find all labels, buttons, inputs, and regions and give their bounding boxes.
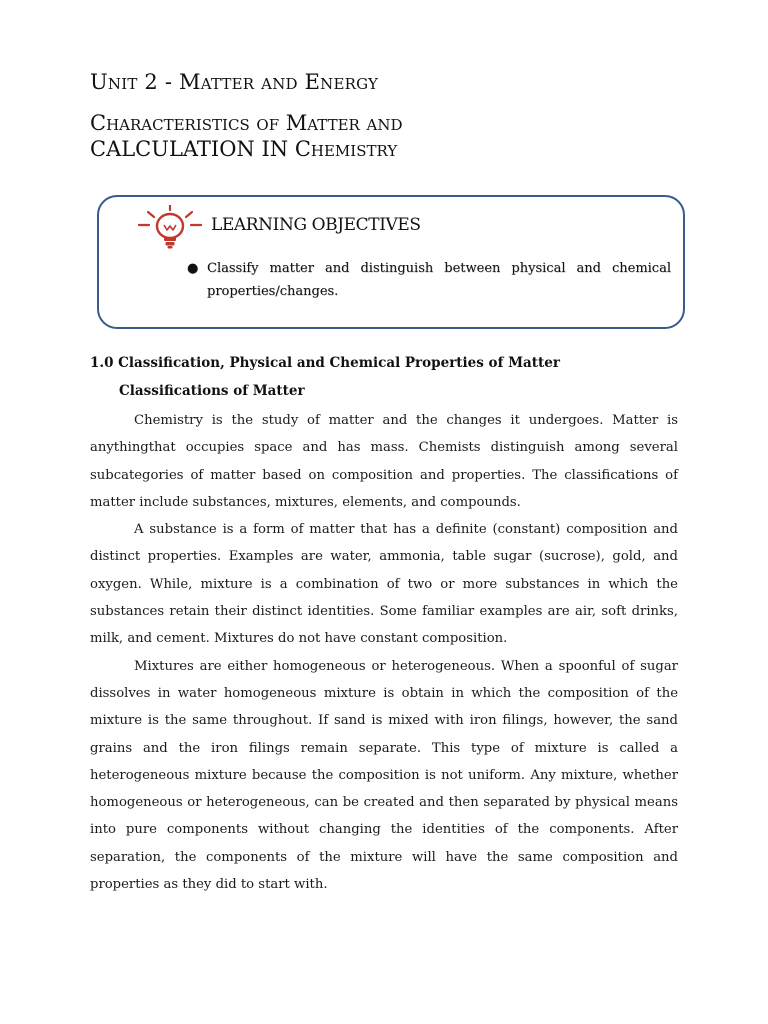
subsection-heading: 1.0 Classification, Physical and Chemical Properties of Matter: [90, 355, 560, 371]
body-text: [90, 407, 678, 898]
bullet-icon: ●: [187, 261, 199, 276]
learning-objective-text: Classify matter and distinguish between physical and chemical properties/changes.: [207, 261, 671, 299]
section-title: [90, 110, 402, 162]
sub-subsection-heading: Classifications of Matter: [119, 383, 305, 399]
learning-objectives-list: [185, 257, 671, 303]
learning-objectives-box: [97, 195, 685, 329]
paragraph: Chemistry is the study of matter and the changes it undergoes. Matter is anythingthat occupies space and has mass. Chemists distinguish among several subcategories of matter based on composition and properties. The classifications of matter include substances, mixtures, elements, and compounds.: [90, 413, 678, 510]
learning-objectives-heading: LEARNING OBJECTIVES: [211, 215, 421, 235]
paragraph: Mixtures are either homogeneous or heterogeneous. When a spoonful of sugar dissolves in water homogeneous mixture is obtain in which the composition of the mixture is the same throughout. If sand is mixed with iron filings, however, the sand grains and the iron filings remain separate. This type of mixture is called a heterogeneous mixture because the composition is not uniform. Any mixture, whether homogeneous or heterogeneous, can be created and then separated by physical means into pure components without changing the identities of the components. After separation, the components of the mixture will have the same composition and properties as they did to start with.: [90, 658, 678, 893]
section-title-line-1: Characteristics of Matter and: [90, 111, 403, 135]
lightbulb-icon: [137, 205, 203, 249]
learning-objective-item: [185, 257, 671, 303]
unit-title: Unit 2 - Matter and Energy: [90, 70, 379, 94]
section-title-line-2: CALCULATION IN Chemistry: [90, 137, 398, 161]
paragraph: A substance is a form of matter that has a definite (constant) composition and distinct properties. Examples are water, ammonia, table sugar (sucrose), gold, and oxygen. While, mixture is a combination of two or more substances in which the substances retain their distinct identities. Some familiar examples are air, soft drinks, milk, and cement. Mixtures do not have constant composition.: [90, 522, 678, 647]
